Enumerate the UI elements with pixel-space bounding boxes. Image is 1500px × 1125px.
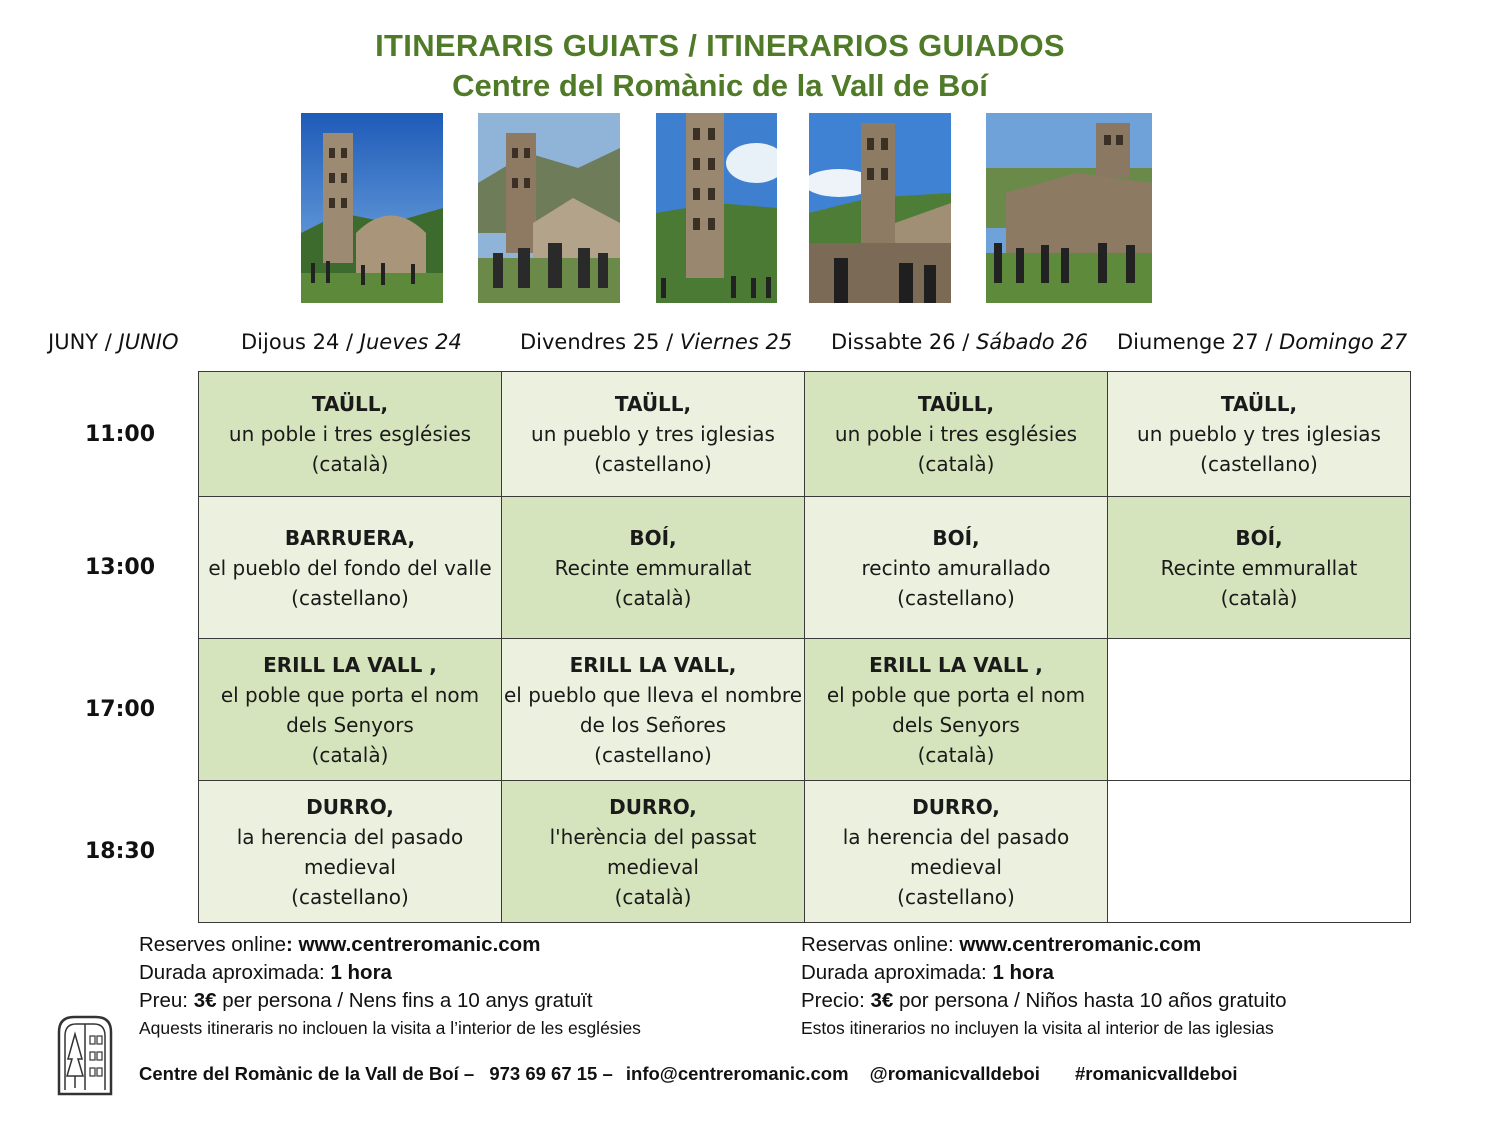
tour-description: dels Senyors [286,712,414,737]
tour-cell [199,372,502,497]
tour-name: BOÍ, [629,525,677,550]
tour-cell [805,497,1108,639]
tour-name: ERILL LA VALL, [569,652,737,677]
page-subtitle: Centre del Romànic de la Vall de Boí [452,68,988,103]
footer-org: Centre del Romànic de la Vall de Boí – [139,1063,475,1084]
note-line: Estos itinerarios no incluyen la visita al interior de las iglesias [801,1018,1274,1038]
day-header: Dijous 24 / Jueves 24 [241,330,462,354]
tour-cell [199,781,502,923]
tour-description: la herencia del pasado [236,824,464,849]
month-header: JUNY / JUNIO [48,330,179,354]
tour-description: (català) [917,742,995,767]
website-link[interactable]: : www.centreromanic.com [286,933,541,956]
info-spanish [801,931,1286,1041]
empty-cell [1108,639,1411,781]
price-line: Precio: 3€ por persona / Niños hasta 10 años gratuito [801,989,1287,1012]
tour-description: (castellano) [594,742,712,767]
footer-contact [139,1063,1237,1085]
reservation-line: Reservas online: www.centreromanic.com [801,933,1202,956]
tour-description: de los Señores [579,712,727,737]
schedule-row [199,639,1411,781]
time-label: 18:30 [84,839,156,864]
tour-name: BARRUERA, [284,525,416,550]
tour-description: (castellano) [594,452,712,476]
tour-cell [199,497,502,639]
duration-line: Durada aproximada: 1 hora [139,961,392,984]
tour-description: un pueblo y tres iglesias [1137,422,1381,446]
tour-name: TAÜLL, [311,392,389,416]
day-header: Dissabte 26 / Sábado 26 [831,330,1089,354]
price-line: Preu: 3€ per persona / Nens fins a 10 anys gratuït [139,989,593,1012]
tour-name: DURRO, [912,794,1000,819]
tour-description: (català) [917,452,995,476]
tour-description: medieval [910,854,1002,879]
tour-description: recinto amurallado [861,555,1051,580]
church-photo-erill [478,113,620,303]
tour-name: DURRO, [306,794,394,819]
footer-phone[interactable]: 973 69 67 15 – [489,1063,613,1084]
tour-cell [502,639,805,781]
schedule-table [198,371,1411,923]
tour-description: la herencia del pasado [842,824,1070,849]
tour-description: (català) [614,585,692,610]
tour-name: BOÍ, [932,525,980,550]
tour-description: el pueblo del fondo del valle [208,555,492,580]
schedule-row [199,497,1411,639]
tour-name: ERILL LA VALL , [869,652,1043,677]
day-header: Diumenge 27 / Domingo 27 [1117,330,1408,354]
tour-name: ERILL LA VALL , [263,652,437,677]
tour-description: (castellano) [897,884,1015,909]
tour-name: TAÜLL, [1220,392,1298,416]
day-header: Divendres 25 / Viernes 25 [520,330,793,354]
tour-name: TAÜLL, [614,392,692,416]
tour-cell [1108,497,1411,639]
tour-description: (català) [614,884,692,909]
schedule-row [199,781,1411,923]
duration-line: Durada aproximada: 1 hora [801,961,1054,984]
tour-description: l'herència del passat [549,824,757,849]
reservation-line: Reserves online: www.centreromanic.com [139,933,541,956]
church-photo-durro [809,113,951,303]
note-line: Aquests itineraris no inclouen la visita a l’interior de les esglésies [139,1018,641,1038]
tour-name: BOÍ, [1235,525,1283,550]
footer-hashtag[interactable]: #romanicvalldeboi [1075,1063,1238,1084]
tour-description: un pueblo y tres iglesias [531,422,775,446]
church-photo-barruera [986,113,1152,303]
empty-cell [1108,781,1411,923]
tour-cell [502,372,805,497]
website-link[interactable]: www.centreromanic.com [959,933,1202,956]
tour-name: DURRO, [609,794,697,819]
time-label: 13:00 [84,555,156,580]
romanic-centre-logo-icon [56,1014,114,1096]
tour-description: (castellano) [291,585,409,610]
tour-description: el poble que porta el nom [826,682,1086,707]
tour-description: medieval [304,854,396,879]
tour-description: (català) [1220,585,1298,610]
tour-description: dels Senyors [892,712,1020,737]
tour-description: (català) [311,742,389,767]
tour-description: Recinte emmurallat [554,555,752,580]
tour-description: (castellano) [1200,452,1318,476]
church-photo-bell-tower [656,113,777,303]
tour-description: el poble que porta el nom [220,682,480,707]
tour-cell [805,639,1108,781]
tour-name: TAÜLL, [917,392,995,416]
tour-cell [805,372,1108,497]
tour-description: un poble i tres esglésies [228,422,472,446]
info-catalan [139,931,641,1041]
time-label: 17:00 [84,697,156,722]
schedule-row [199,372,1411,497]
tour-cell [199,639,502,781]
tour-cell [502,497,805,639]
tour-cell [502,781,805,923]
time-label: 11:00 [84,422,156,447]
tour-description: (castellano) [897,585,1015,610]
page-title: ITINERARIS GUIATS / ITINERARIOS GUIADOS [375,28,1065,63]
tour-cell [805,781,1108,923]
tour-description: un poble i tres esglésies [834,422,1078,446]
church-photo-taull [301,113,443,303]
footer-email[interactable]: info@centreromanic.com [625,1063,849,1084]
tour-description: (català) [311,452,389,476]
footer-social[interactable]: @romanicvalldeboi [869,1063,1040,1084]
tour-cell [1108,372,1411,497]
tour-description: medieval [607,854,699,879]
tour-description: el pueblo que lleva el nombre [503,682,803,707]
tour-description: Recinte emmurallat [1160,555,1358,580]
tour-description: (castellano) [291,884,409,909]
